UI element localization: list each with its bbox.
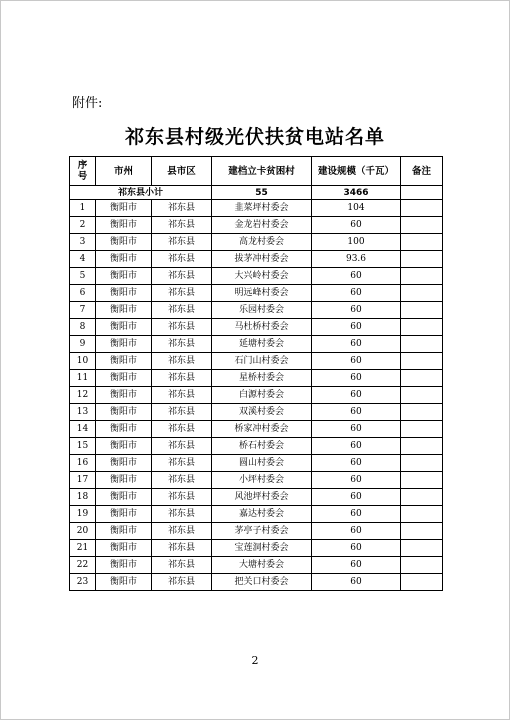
cell-city: 衡阳市	[96, 421, 152, 438]
header-county: 县市区	[152, 157, 212, 186]
subtotal-village-count: 55	[212, 186, 312, 200]
cell-village: 明远峰村委会	[212, 285, 312, 302]
cell-county: 祁东县	[152, 404, 212, 421]
cell-county: 祁东县	[152, 489, 212, 506]
cell-county: 祁东县	[152, 523, 212, 540]
cell-scale: 60	[312, 421, 401, 438]
cell-city: 衡阳市	[96, 387, 152, 404]
cell-village: 乐园村委会	[212, 302, 312, 319]
cell-remark	[401, 268, 443, 285]
cell-seq: 4	[70, 251, 96, 268]
table-row	[70, 302, 443, 319]
cell-remark	[401, 251, 443, 268]
cell-remark	[401, 285, 443, 302]
cell-seq: 8	[70, 319, 96, 336]
cell-seq: 12	[70, 387, 96, 404]
cell-village: 高龙村委会	[212, 234, 312, 251]
cell-scale: 60	[312, 523, 401, 540]
cell-scale: 93.6	[312, 251, 401, 268]
cell-scale: 60	[312, 557, 401, 574]
table-row	[70, 455, 443, 472]
cell-scale: 60	[312, 506, 401, 523]
table-row	[70, 421, 443, 438]
cell-county: 祁东县	[152, 540, 212, 557]
cell-county: 祁东县	[152, 387, 212, 404]
cell-county: 祁东县	[152, 217, 212, 234]
cell-seq: 11	[70, 370, 96, 387]
cell-seq: 14	[70, 421, 96, 438]
table-row	[70, 336, 443, 353]
cell-county: 祁东县	[152, 302, 212, 319]
cell-remark	[401, 200, 443, 217]
cell-seq: 18	[70, 489, 96, 506]
cell-city: 衡阳市	[96, 574, 152, 591]
cell-scale: 60	[312, 319, 401, 336]
cell-seq: 21	[70, 540, 96, 557]
table-row	[70, 472, 443, 489]
cell-county: 祁东县	[152, 251, 212, 268]
cell-city: 衡阳市	[96, 472, 152, 489]
cell-village: 大塘村委会	[212, 557, 312, 574]
cell-village: 宝莲洞村委会	[212, 540, 312, 557]
cell-seq: 2	[70, 217, 96, 234]
cell-seq: 5	[70, 268, 96, 285]
cell-remark	[401, 489, 443, 506]
cell-scale: 60	[312, 370, 401, 387]
cell-village: 马杜桥村委会	[212, 319, 312, 336]
table-row	[70, 234, 443, 251]
cell-county: 祁东县	[152, 506, 212, 523]
cell-remark	[401, 404, 443, 421]
table-row	[70, 268, 443, 285]
cell-village: 白源村委会	[212, 387, 312, 404]
header-remark: 备注	[401, 157, 443, 186]
cell-scale: 60	[312, 285, 401, 302]
cell-city: 衡阳市	[96, 268, 152, 285]
cell-village: 小坪村委会	[212, 472, 312, 489]
table-row	[70, 523, 443, 540]
cell-county: 祁东县	[152, 200, 212, 217]
subtotal-label: 祁东县小计	[70, 186, 212, 200]
table-row	[70, 574, 443, 591]
cell-village: 桥家冲村委会	[212, 421, 312, 438]
cell-seq: 1	[70, 200, 96, 217]
cell-city: 衡阳市	[96, 489, 152, 506]
cell-county: 祁东县	[152, 370, 212, 387]
cell-city: 衡阳市	[96, 319, 152, 336]
village-station-table	[69, 156, 443, 591]
cell-scale: 60	[312, 489, 401, 506]
table-row	[70, 557, 443, 574]
cell-city: 衡阳市	[96, 251, 152, 268]
cell-scale: 60	[312, 404, 401, 421]
cell-city: 衡阳市	[96, 200, 152, 217]
cell-city: 衡阳市	[96, 336, 152, 353]
table-row	[70, 285, 443, 302]
cell-village: 韭菜坪村委会	[212, 200, 312, 217]
cell-county: 祁东县	[152, 285, 212, 302]
table-row	[70, 404, 443, 421]
document-title: 祁东县村级光伏扶贫电站名单	[124, 126, 385, 148]
header-scale: 建设规模（千瓦）	[312, 157, 401, 186]
cell-city: 衡阳市	[96, 540, 152, 557]
cell-remark	[401, 302, 443, 319]
cell-remark	[401, 523, 443, 540]
cell-county: 祁东县	[152, 472, 212, 489]
table-row	[70, 387, 443, 404]
cell-city: 衡阳市	[96, 370, 152, 387]
cell-county: 祁东县	[152, 353, 212, 370]
cell-scale: 60	[312, 438, 401, 455]
cell-seq: 17	[70, 472, 96, 489]
cell-remark	[401, 336, 443, 353]
cell-scale: 60	[312, 387, 401, 404]
cell-scale: 60	[312, 540, 401, 557]
cell-remark	[401, 353, 443, 370]
table-header-row	[70, 157, 443, 186]
cell-remark	[401, 455, 443, 472]
cell-remark	[401, 506, 443, 523]
cell-scale: 60	[312, 574, 401, 591]
cell-seq: 3	[70, 234, 96, 251]
cell-village: 把关口村委会	[212, 574, 312, 591]
cell-village: 星桥村委会	[212, 370, 312, 387]
cell-remark	[401, 472, 443, 489]
cell-city: 衡阳市	[96, 404, 152, 421]
cell-county: 祁东县	[152, 421, 212, 438]
cell-city: 衡阳市	[96, 506, 152, 523]
cell-remark	[401, 387, 443, 404]
cell-scale: 60	[312, 302, 401, 319]
cell-village: 风池坪村委会	[212, 489, 312, 506]
cell-seq: 15	[70, 438, 96, 455]
cell-city: 衡阳市	[96, 523, 152, 540]
cell-village: 茅亭子村委会	[212, 523, 312, 540]
cell-seq: 23	[70, 574, 96, 591]
cell-seq: 6	[70, 285, 96, 302]
table-row	[70, 319, 443, 336]
cell-village: 双溪村委会	[212, 404, 312, 421]
page-number: 2	[251, 654, 259, 667]
cell-remark	[401, 557, 443, 574]
cell-village: 大兴岭村委会	[212, 268, 312, 285]
cell-village: 石门山村委会	[212, 353, 312, 370]
cell-remark	[401, 319, 443, 336]
cell-scale: 100	[312, 234, 401, 251]
cell-scale: 60	[312, 268, 401, 285]
cell-city: 衡阳市	[96, 234, 152, 251]
cell-village: 桥石村委会	[212, 438, 312, 455]
cell-county: 祁东县	[152, 234, 212, 251]
table-row	[70, 540, 443, 557]
subtotal-remark	[401, 186, 443, 200]
cell-village: 金龙岩村委会	[212, 217, 312, 234]
table-row	[70, 506, 443, 523]
cell-county: 祁东县	[152, 438, 212, 455]
cell-city: 衡阳市	[96, 285, 152, 302]
header-village: 建档立卡贫困村	[212, 157, 312, 186]
cell-county: 祁东县	[152, 574, 212, 591]
cell-remark	[401, 234, 443, 251]
cell-village: 拔茅冲村委会	[212, 251, 312, 268]
subtotal-scale-total: 3466	[312, 186, 401, 200]
cell-county: 祁东县	[152, 557, 212, 574]
cell-village: 延塘村委会	[212, 336, 312, 353]
cell-village: 嘉达村委会	[212, 506, 312, 523]
cell-seq: 19	[70, 506, 96, 523]
cell-scale: 60	[312, 217, 401, 234]
cell-county: 祁东县	[152, 319, 212, 336]
cell-scale: 60	[312, 472, 401, 489]
table-row	[70, 438, 443, 455]
table-row	[70, 370, 443, 387]
cell-seq: 7	[70, 302, 96, 319]
cell-scale: 60	[312, 353, 401, 370]
cell-seq: 22	[70, 557, 96, 574]
cell-remark	[401, 540, 443, 557]
table-row	[70, 489, 443, 506]
cell-county: 祁东县	[152, 268, 212, 285]
header-seq: 序 号	[70, 157, 96, 186]
table-row	[70, 353, 443, 370]
cell-remark	[401, 421, 443, 438]
cell-city: 衡阳市	[96, 353, 152, 370]
table-row	[70, 251, 443, 268]
cell-city: 衡阳市	[96, 217, 152, 234]
table-row	[70, 200, 443, 217]
cell-seq: 16	[70, 455, 96, 472]
subtotal-row	[70, 186, 443, 200]
cell-city: 衡阳市	[96, 455, 152, 472]
cell-county: 祁东县	[152, 336, 212, 353]
cell-remark	[401, 370, 443, 387]
cell-city: 衡阳市	[96, 438, 152, 455]
header-city: 市州	[96, 157, 152, 186]
cell-city: 衡阳市	[96, 302, 152, 319]
attachment-label: 附件:	[72, 96, 103, 111]
cell-scale: 60	[312, 455, 401, 472]
table-row	[70, 217, 443, 234]
cell-seq: 10	[70, 353, 96, 370]
cell-remark	[401, 438, 443, 455]
cell-village: 圆山村委会	[212, 455, 312, 472]
cell-seq: 13	[70, 404, 96, 421]
cell-scale: 104	[312, 200, 401, 217]
cell-remark	[401, 574, 443, 591]
cell-seq: 9	[70, 336, 96, 353]
cell-seq: 20	[70, 523, 96, 540]
cell-remark	[401, 217, 443, 234]
cell-city: 衡阳市	[96, 557, 152, 574]
cell-scale: 60	[312, 336, 401, 353]
cell-county: 祁东县	[152, 455, 212, 472]
